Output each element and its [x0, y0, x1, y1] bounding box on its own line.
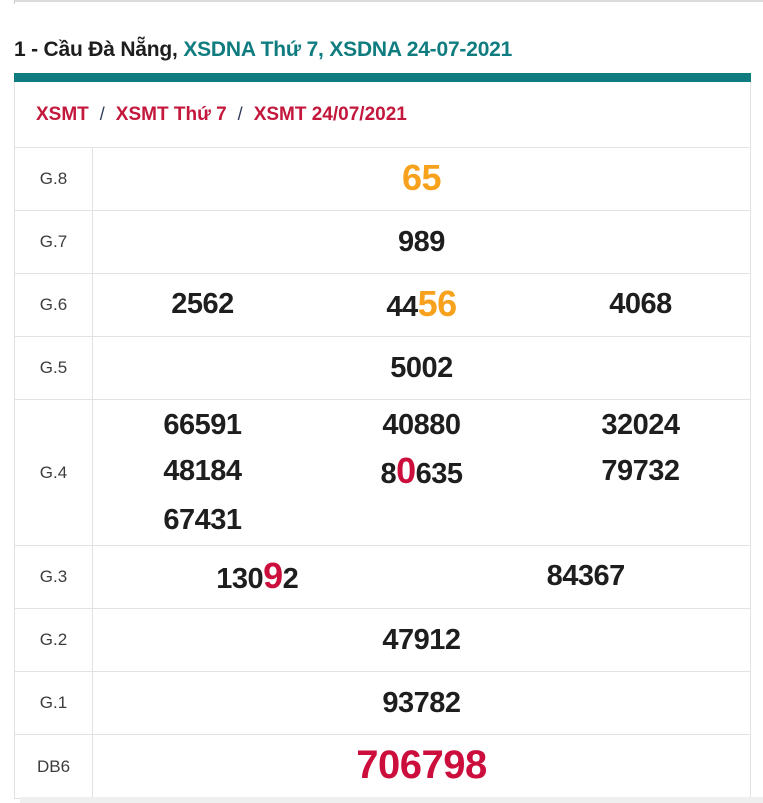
prize-values — [93, 735, 750, 798]
digits: 4068 — [609, 287, 672, 320]
digits: 67431 — [163, 504, 242, 536]
prize-label: DB6 — [15, 735, 93, 798]
digits: 8 — [380, 458, 397, 490]
prize-values — [93, 148, 750, 210]
prize-row — [15, 546, 750, 609]
prize-label: G.7 — [15, 211, 93, 273]
results-card — [14, 82, 751, 799]
digits: 635 — [415, 458, 463, 490]
digits: 84367 — [546, 559, 625, 592]
breadcrumb-link-xsmt[interactable]: XSMT — [36, 103, 89, 125]
prize-label: G.6 — [15, 274, 93, 336]
prize-number — [163, 448, 241, 497]
highlighted-digits: 65 — [401, 156, 442, 198]
prize-number — [163, 497, 241, 543]
digits: 989 — [398, 226, 445, 258]
prize-row — [15, 148, 750, 211]
prize-number — [382, 617, 460, 663]
prize-row — [15, 211, 750, 274]
digits: 130 — [216, 562, 264, 595]
highlighted-digits: 706798 — [356, 742, 487, 787]
digits: 93782 — [382, 687, 461, 719]
highlighted-digits: 56 — [417, 282, 457, 324]
highlighted-digits: 0 — [396, 450, 416, 491]
prize-row — [15, 735, 750, 798]
results-table — [15, 148, 750, 798]
breadcrumb-separator: / — [99, 104, 105, 124]
digits: 2562 — [171, 287, 234, 320]
prize-number — [216, 553, 298, 602]
digits: 44 — [386, 290, 418, 323]
title-link-date[interactable]: XSDNA 24-07-2021 — [329, 38, 513, 61]
digits: 32024 — [601, 409, 680, 441]
digits: 66591 — [163, 409, 242, 441]
title-link-weekday[interactable]: XSDNA Thứ 7, — [183, 38, 324, 61]
digits: 47912 — [382, 624, 461, 656]
prize-number — [398, 219, 445, 265]
prize-label: G.2 — [15, 609, 93, 671]
prize-values — [93, 546, 750, 608]
prize-number — [609, 281, 672, 330]
digits: 48184 — [163, 455, 242, 487]
breadcrumb-separator: / — [237, 104, 243, 124]
prize-number — [382, 402, 460, 448]
digits: 79732 — [601, 455, 680, 487]
breadcrumb-link-xsmt-weekday[interactable]: XSMT Thứ 7 — [115, 103, 227, 125]
prize-values — [93, 609, 750, 671]
title-prefix: 1 - Cầu Đà Nẵng, — [14, 38, 178, 61]
digits: 5002 — [390, 352, 453, 384]
prize-values — [93, 211, 750, 273]
digits: 2 — [282, 562, 299, 595]
prize-number — [163, 402, 241, 448]
prize-number — [601, 402, 679, 448]
prize-row — [15, 609, 750, 672]
prize-values — [93, 400, 750, 545]
bottom-divider — [20, 797, 763, 803]
prize-row — [15, 274, 750, 337]
prize-number — [402, 155, 441, 204]
prize-values — [93, 672, 750, 734]
prize-label: G.4 — [15, 400, 93, 545]
prize-row — [15, 337, 750, 400]
prize-row — [15, 400, 750, 546]
prize-label: G.5 — [15, 337, 93, 399]
prize-number — [386, 281, 456, 330]
prize-number — [356, 742, 486, 792]
breadcrumb-link-xsmt-date[interactable]: XSMT 24/07/2021 — [253, 103, 407, 125]
breadcrumb — [15, 82, 750, 148]
prize-row — [15, 672, 750, 735]
page-title — [14, 38, 512, 62]
highlighted-digits: 9 — [263, 554, 283, 596]
prize-number — [171, 281, 234, 330]
prize-label: G.8 — [15, 148, 93, 210]
prize-number — [547, 553, 625, 602]
prize-label: G.3 — [15, 546, 93, 608]
accent-bar — [14, 73, 751, 82]
prize-number — [390, 345, 453, 391]
prize-values — [93, 274, 750, 336]
prize-number — [601, 448, 679, 497]
top-divider — [14, 0, 763, 4]
prize-number — [382, 680, 460, 726]
digits: 40880 — [382, 409, 461, 441]
prize-number — [380, 448, 462, 497]
prize-values — [93, 337, 750, 399]
prize-label: G.1 — [15, 672, 93, 734]
